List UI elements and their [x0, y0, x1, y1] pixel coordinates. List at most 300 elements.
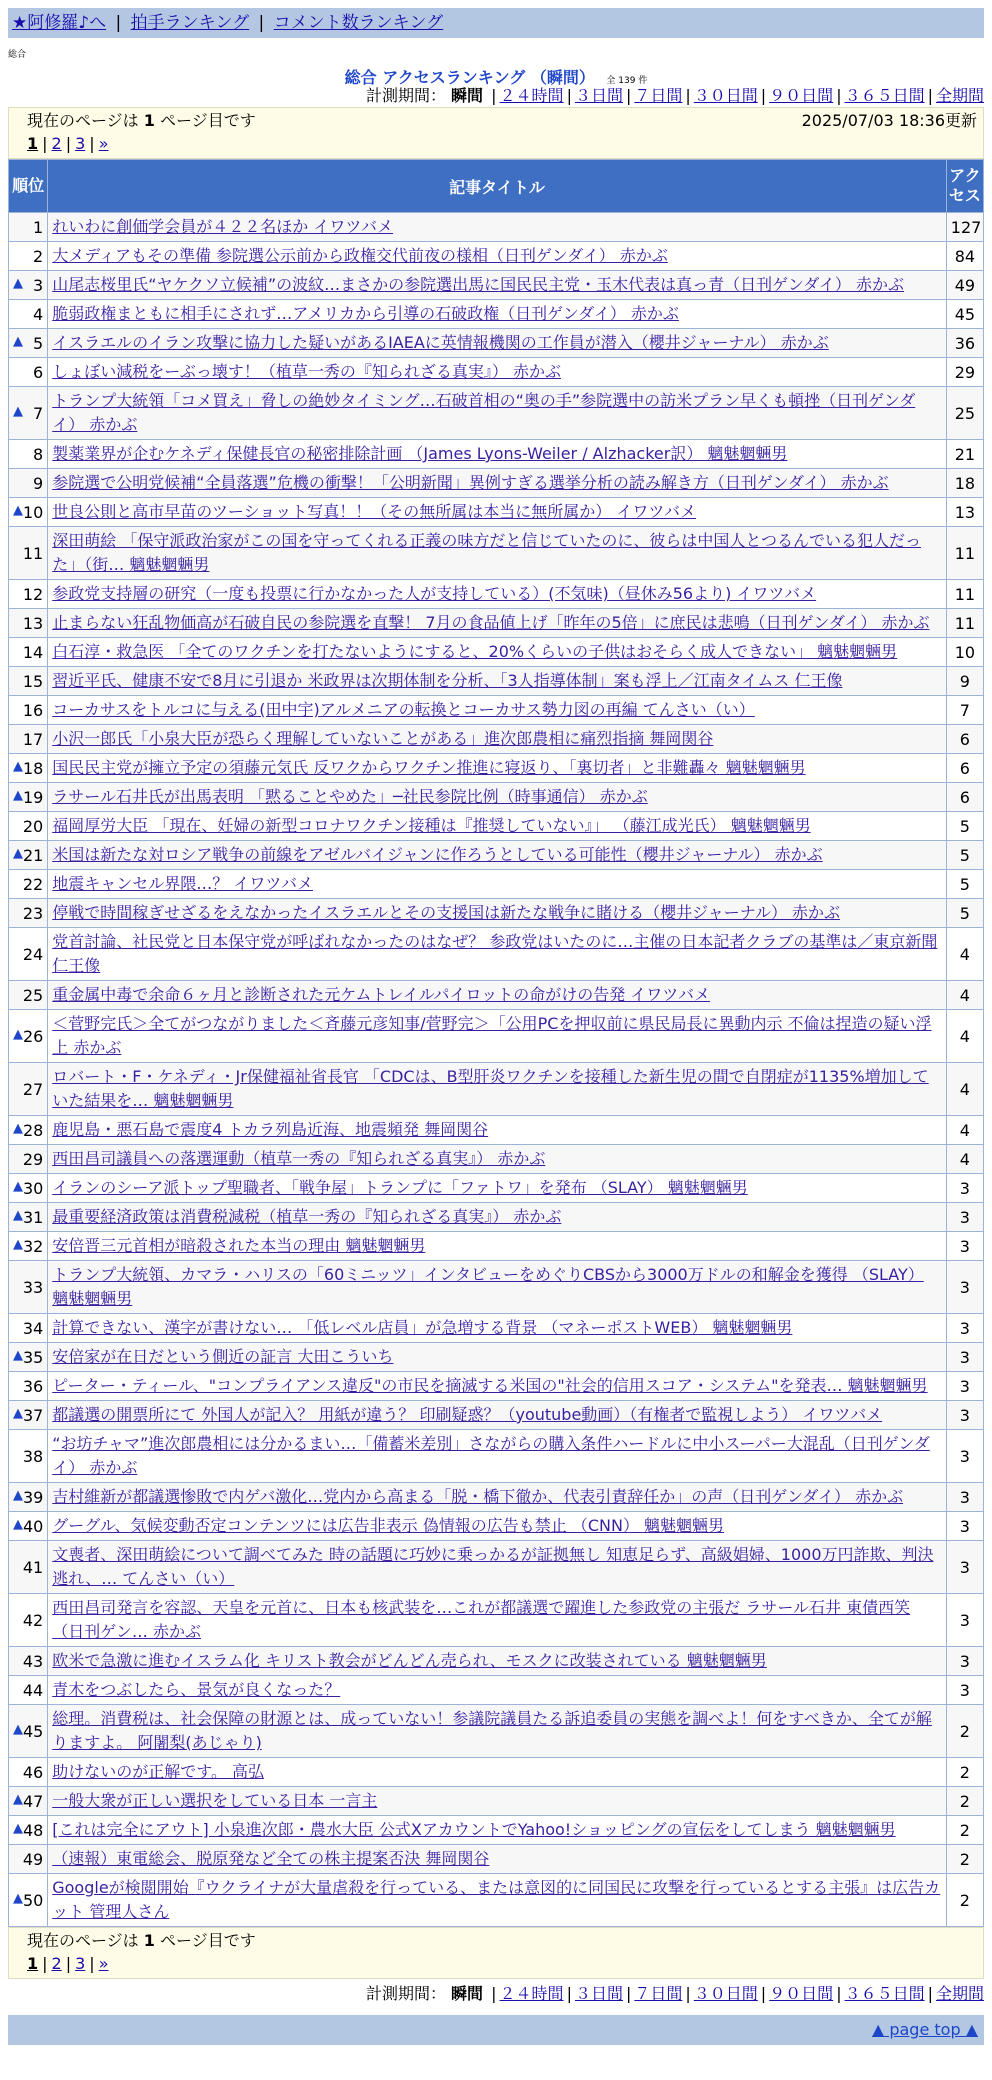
period-link[interactable]: ７日間 [634, 1984, 683, 2003]
title-cell [48, 580, 946, 608]
table-row [9, 870, 983, 898]
period-separator: | [625, 86, 632, 105]
title-cell [48, 1787, 946, 1815]
table-row [9, 580, 983, 608]
period-link[interactable]: ３日間 [574, 86, 623, 105]
article-title-link[interactable]: コーカサスをトルコに与える(田中宇)アルメニアの転換とコーカサス勢力図の再編 てんさい（い） [52, 700, 755, 719]
article-title-link[interactable]: トランプ大統領「コメ買え」脅しの絶妙タイミング…石破首相の“奥の手”参院選中の訪米プラン早くも頓挫（日刊ゲンダイ） 赤かぶ [52, 391, 916, 434]
article-title-link[interactable]: 止まらない狂乱物価高が石破自民の参院選を直撃！ 7月の食品値上げ「昨年の5倍」に庶民は悲鳴（日刊ゲンダイ） 赤かぶ [52, 613, 930, 632]
table-row [9, 1232, 983, 1260]
title-cell [48, 981, 946, 1009]
period-link[interactable]: 全期間 [935, 1984, 984, 2003]
pagination [27, 1952, 977, 1978]
rank-number: 7 [33, 403, 44, 423]
access-count: 3 [947, 1430, 983, 1482]
table-row [9, 1845, 983, 1873]
pagination-separator: | [89, 1954, 95, 1973]
article-title-link[interactable]: 世良公則と高市早苗のツーショット写真！！（その無所属は本当に無所属か） イワツバメ [52, 502, 697, 521]
rank-number: 12 [22, 584, 44, 604]
rank-number: 33 [22, 1277, 44, 1297]
rank-number: 11 [22, 543, 44, 563]
period-links [488, 1984, 984, 2003]
pagination-page[interactable]: 2 [51, 1954, 62, 1973]
article-title-link[interactable]: 計算できない、漢字が書けない… 「低レベル店員」が急増する背景 （マネーポストWEB） 魑魅魍魎男 [52, 1318, 793, 1337]
pagination-current: 1 [27, 1954, 39, 1973]
rank-number: 26 [23, 1026, 44, 1046]
rank-cell [9, 498, 47, 526]
updated-timestamp: 2025/07/03 18:36更新 [801, 111, 977, 130]
title-cell [48, 638, 946, 666]
rank-number: 30 [23, 1178, 44, 1198]
rank-cell [9, 841, 47, 869]
article-title-link[interactable]: 欧米で急激に進むイスラム化 キリスト教会がどんどん売られ、モスクに改装されている 魑魅魍魎男 [52, 1651, 767, 1670]
rank-number: 15 [22, 671, 44, 691]
page-title [8, 65, 984, 85]
comment-ranking-link[interactable]: コメント数ランキング [273, 13, 444, 33]
access-count: 18 [947, 469, 983, 497]
table-row [9, 1314, 983, 1342]
period-link[interactable]: ３６５日間 [844, 86, 925, 105]
rank-number: 19 [23, 787, 44, 807]
rank-number: 31 [23, 1207, 44, 1227]
rank-up-icon: ▲ [13, 758, 23, 774]
article-title-link[interactable]: 停戦で時間稼ぎせざるをえなかったイスラエルとその支援国は新たな戦争に賭ける（櫻井ジャーナル） 赤かぶ [52, 903, 841, 922]
period-label: 計測期間： [365, 1984, 446, 2003]
access-count: 5 [947, 812, 983, 840]
table-row [9, 696, 983, 724]
table-row [9, 841, 983, 869]
article-title-link[interactable]: イランのシーア派トップ聖職者、「戦争屋」トランプに「ファトワ」を発布 （SLAY） 魑魅魍魎男 [52, 1178, 748, 1197]
period-link[interactable]: ９０日間 [769, 1984, 834, 2003]
article-title-link[interactable]: ロバート・F・ケネディ・Jr保健福祉省長官 「CDCは、B型肝炎ワクチンを接種した新生児の間で自閉症が1135%増加していた結果を… 魑魅魍魎男 [52, 1067, 929, 1110]
table-row [9, 498, 983, 526]
rank-cell [9, 1261, 47, 1313]
period-link[interactable]: ３日間 [574, 1984, 623, 2003]
table-row [9, 440, 983, 468]
access-count: 3 [947, 1314, 983, 1342]
page-wrapper [8, 8, 984, 2045]
article-title-link[interactable]: 助けないのが正解です。 高弘 [52, 1762, 265, 1781]
table-row [9, 1758, 983, 1786]
rank-number: 48 [23, 1820, 44, 1840]
article-title-link[interactable]: 青木をつぶしたら、景気が良くなった？ [52, 1680, 341, 1699]
rank-up-icon: ▲ [13, 1026, 23, 1042]
access-count: 11 [947, 580, 983, 608]
period-separator: | [566, 1984, 572, 2003]
page-info-bottom [8, 1927, 984, 1979]
article-title-link[interactable]: 一般大衆が正しい選択をしている日本 一言主 [52, 1791, 378, 1810]
table-row [9, 638, 983, 666]
period-separator: | [760, 1984, 767, 2003]
rank-cell [9, 870, 47, 898]
access-count: 29 [947, 358, 983, 386]
article-title-link[interactable]: 山尾志桜里氏“ヤケクソ立候補”の波紋…まさかの参院選出馬に国民民主党・玉木代表は真っ青（日刊ゲンダイ） 赤かぶ [52, 275, 904, 294]
page-info-row [27, 1930, 977, 1952]
nav-separator: | [115, 13, 122, 33]
table-row [9, 1372, 983, 1400]
period-link[interactable]: ２４時間 [499, 86, 564, 105]
rank-number: 41 [22, 1557, 44, 1577]
rank-cell [9, 527, 47, 579]
access-count: 4 [947, 981, 983, 1009]
applause-ranking-link[interactable]: 拍手ランキング [130, 13, 250, 33]
period-separator: | [491, 1984, 497, 2003]
rank-up-icon: ▲ [13, 1890, 23, 1906]
rank-number: 2 [33, 246, 44, 266]
rank-number: 14 [22, 642, 44, 662]
article-title-link[interactable]: Googleが検閲開始『ウクライナが大量虐殺を行っている、または意図的に同国民に攻撃を行っているとする主張』は広告カット 管理人さん [52, 1878, 941, 1921]
table-row [9, 899, 983, 927]
title-cell [48, 498, 946, 526]
pagination [27, 132, 977, 158]
access-count: 13 [947, 498, 983, 526]
access-count: 4 [947, 1145, 983, 1173]
ranking-table [8, 159, 984, 1927]
access-count: 7 [947, 696, 983, 724]
access-count: 5 [947, 870, 983, 898]
rank-cell [9, 696, 47, 724]
pagination-page[interactable]: 2 [51, 134, 62, 153]
table-row [9, 213, 983, 241]
rank-number: 16 [22, 700, 44, 720]
title-header: 記事タイトル [48, 160, 946, 212]
title-cell [48, 1430, 946, 1482]
article-title-link[interactable]: しょぼい減税をーぶっ壊す！（植草一秀の『知られざる真実』） 赤かぶ [52, 362, 562, 381]
nav-separator: | [258, 13, 265, 33]
rank-up-icon: ▲ [13, 1120, 23, 1136]
article-title-link[interactable]: 都議選の開票所にて 外国人が記入？ 用紙が違う？ 印刷疑惑？（youtube動画）（有権者で監視しよう） イワツバメ [52, 1405, 883, 1424]
title-cell [48, 1647, 946, 1675]
rank-number: 49 [22, 1849, 44, 1869]
period-separator: | [685, 86, 691, 105]
rank-number: 8 [33, 444, 44, 464]
title-cell [48, 1232, 946, 1260]
pagination-separator: | [65, 134, 72, 153]
table-row [9, 1787, 983, 1815]
pagination-page[interactable]: 3 [75, 134, 86, 153]
rank-cell [9, 725, 47, 753]
access-count: 3 [947, 1401, 983, 1429]
rank-cell [9, 300, 47, 328]
rank-cell [9, 812, 47, 840]
title-cell [48, 1261, 946, 1313]
rank-number: 42 [22, 1610, 44, 1630]
table-row [9, 667, 983, 695]
rank-cell [9, 1758, 47, 1786]
period-separator: | [927, 1984, 933, 2003]
table-row [9, 1647, 983, 1675]
article-title-link[interactable]: （速報）東電総会、脱原発など全ての株主提案否決 舞岡関谷 [52, 1849, 490, 1868]
access-count: 84 [947, 242, 983, 270]
article-title-link[interactable]: “お坊チャマ”進次郎農相には分かるまい…「備蓄米差別」さながらの購入条件ハードルに中小スーパー大混乱（日刊ゲンダイ） 赤かぶ [52, 1434, 930, 1477]
article-title-link[interactable]: ラサール石井氏が出馬表明 「黙ることやめた」─社民参院比例（時事通信） 赤かぶ [52, 787, 648, 806]
article-title-link[interactable]: グーグル、気候変動否定コンテンツには広告非表示 偽情報の広告も禁止 （CNN） 魑魅魍魎男 [52, 1516, 725, 1535]
article-title-link[interactable]: 重金属中毒で余命６ヶ月と診断された元ケムトレイルパイロットの命がけの告発 イワツバメ [52, 985, 710, 1004]
rank-header: 順位 [9, 160, 47, 212]
rank-number: 29 [22, 1149, 44, 1169]
rank-up-icon: ▲ [13, 403, 23, 419]
article-title-link[interactable]: 安倍家が在日だという側近の証言 大田こういち [52, 1347, 394, 1366]
title-cell [48, 271, 946, 299]
rank-cell [9, 1845, 47, 1873]
title-cell [48, 1874, 946, 1926]
rank-number: 39 [23, 1487, 44, 1507]
article-title-link[interactable]: 党首討論、社民党と日本保守党が呼ばれなかったのはなぜ？ 参政党はいたのに…主催の日本記者クラブの基準は／東京新聞 仁王像 [52, 932, 938, 975]
rank-number: 34 [22, 1318, 44, 1338]
access-count: 3 [947, 1512, 983, 1540]
access-count: 36 [947, 329, 983, 357]
article-title-link[interactable]: 文喪者、深田萌絵について調べてみた 時の話題に巧妙に乗っかるが証拠無し 知恵足らず、高級娼婦、1000万円詐欺、判決逃れ、… てんさい（い） [52, 1545, 934, 1588]
page-info-top [8, 107, 984, 159]
rank-cell [9, 1816, 47, 1844]
article-title-link[interactable]: 西田昌司議員への落選運動（植草一秀の『知られざる真実』） 赤かぶ [52, 1149, 546, 1168]
pagination-next[interactable]: » [98, 134, 109, 153]
rank-number: 50 [23, 1890, 44, 1910]
rank-number: 37 [23, 1405, 44, 1425]
article-title-link[interactable]: 総理。消費税は、社会保障の財源とは、成っていない！参議院議員たる訴追委員の実態を調べよ！何をすべきか、全てが解りますよ。 阿闍梨(あじゃり) [52, 1709, 932, 1752]
rank-cell [9, 580, 47, 608]
access-count: 2 [947, 1705, 983, 1757]
rank-up-icon: ▲ [13, 1487, 23, 1503]
rank-up-icon: ▲ [13, 1178, 23, 1194]
article-title-link[interactable]: 地震キャンセル界隈…？ イワツバメ [52, 874, 314, 893]
access-count: 6 [947, 754, 983, 782]
access-count: 127 [947, 213, 983, 241]
rank-up-icon: ▲ [13, 275, 23, 291]
table-header-row [9, 160, 983, 212]
article-title-link[interactable]: 安倍晋三元首相が暗殺された本当の理由 魑魅魍魎男 [52, 1236, 426, 1255]
table-row [9, 271, 983, 299]
article-title-link[interactable]: [これは完全にアウト] 小泉進次郎・農水大臣 公式XアカウントでYahoo!ショッピングの宣伝をしてしまう 魑魅魍魎男 [52, 1820, 896, 1839]
page-title-text: 総合 アクセスランキング （瞬間） [344, 68, 595, 87]
period-selector-top [8, 85, 984, 107]
period-separator: | [491, 86, 497, 105]
rank-cell [9, 1874, 47, 1926]
period-links [488, 86, 984, 105]
title-cell [48, 754, 946, 782]
article-title-link[interactable]: ＜菅野完氏＞全てがつながりました＜斉藤元彦知事/菅野完＞「公用PCを押収前に県民局長に異動内示 不倫は捏造の疑い浮上 赤かぶ [52, 1014, 932, 1057]
title-cell [48, 928, 946, 980]
table-row [9, 469, 983, 497]
access-count: 6 [947, 783, 983, 811]
rank-cell [9, 1594, 47, 1646]
table-row [9, 1343, 983, 1371]
rank-cell [9, 1145, 47, 1173]
article-title-link[interactable]: 小沢一郎氏「小泉大臣が恐らく理解していないことがある」進次郎農相に痛烈指摘 舞岡関谷 [52, 729, 714, 748]
rank-cell [9, 1063, 47, 1115]
table-row [9, 242, 983, 270]
rank-number: 25 [22, 985, 44, 1005]
title-cell [48, 870, 946, 898]
rank-cell [9, 754, 47, 782]
period-separator: | [625, 1984, 632, 2003]
period-label: 計測期間： [365, 86, 446, 105]
article-title-link[interactable]: 西田昌司発言を容認、天皇を元首に、日本も核武装を…これが都議選で躍進した参政党の主張だ ラサール石井 東債西笑（日刊ゲン… 赤かぶ [52, 1598, 911, 1641]
article-title-link[interactable]: ピーター・ティール、"コンプライアンス違反"の市民を摘滅する米国の"社会的信用スコア・システム"を発表… 魑魅魍魎男 [52, 1376, 928, 1395]
rank-cell [9, 469, 47, 497]
rank-up-icon: ▲ [13, 1516, 23, 1532]
title-cell [48, 1758, 946, 1786]
rank-number: 38 [22, 1446, 44, 1466]
current-page-text [27, 110, 256, 132]
period-link[interactable]: ３０日間 [693, 1984, 758, 2003]
pagination-next[interactable]: » [98, 1954, 109, 1973]
title-cell [48, 667, 946, 695]
period-selector-bottom [8, 1983, 984, 2005]
rank-number: 45 [23, 1721, 44, 1741]
title-cell [48, 725, 946, 753]
rank-number: 1 [33, 217, 44, 237]
table-row [9, 329, 983, 357]
access-count: 3 [947, 1261, 983, 1313]
rank-cell [9, 1541, 47, 1593]
title-cell [48, 1401, 946, 1429]
rank-cell [9, 981, 47, 1009]
rank-cell [9, 783, 47, 811]
access-count: 3 [947, 1594, 983, 1646]
table-row [9, 609, 983, 637]
article-title-link[interactable]: 最重要経済政策は消費税減税（植草一秀の『知られざる真実』） 赤かぶ [52, 1207, 562, 1226]
access-count: 3 [947, 1232, 983, 1260]
article-title-link[interactable]: 吉村維新が都議選惨敗で内ゲバ激化…党内から高まる「脱・橋下徹か、代表引責辞任か」の声（日刊ゲンダイ） 赤かぶ [52, 1487, 904, 1506]
table-row [9, 1594, 983, 1646]
access-count: 21 [947, 440, 983, 468]
period-link[interactable]: ３０日間 [693, 86, 758, 105]
period-link[interactable]: ７日間 [634, 86, 683, 105]
table-row [9, 1483, 983, 1511]
article-title-link[interactable]: 習近平氏、健康不安で8月に引退か 米政界は次期体制を分析、「3人指導体制」案も浮上／江南タイムス 仁王像 [52, 671, 843, 690]
rank-cell [9, 1010, 47, 1062]
top-navigation [8, 8, 984, 38]
article-title-link[interactable]: 深田萌絵 「保守派政治家がこの国を守ってくれる正義の味方だと信じていたのに、彼らは中国人とつるんでいる犯人だった」（街… 魑魅魍魎男 [52, 531, 922, 574]
rank-cell [9, 1647, 47, 1675]
rank-cell [9, 1676, 47, 1704]
rank-cell [9, 213, 47, 241]
rank-cell [9, 667, 47, 695]
title-cell [48, 1174, 946, 1202]
rank-number: 5 [33, 333, 44, 353]
period-link[interactable]: 全期間 [935, 86, 984, 105]
title-cell [48, 242, 946, 270]
period-separator: | [566, 86, 572, 105]
page-info-suffix: ページ目です [160, 1931, 256, 1950]
access-count: 2 [947, 1787, 983, 1815]
access-count: 3 [947, 1174, 983, 1202]
article-title-link[interactable]: 白石淳・救急医 「全てのワクチンを打たないようにすると、20%くらいの子供はおそらく成人できない」 魑魅魍魎男 [52, 642, 898, 661]
table-row [9, 1705, 983, 1757]
table-row [9, 1145, 983, 1173]
rank-up-icon: ▲ [13, 1791, 23, 1807]
rank-cell [9, 928, 47, 980]
article-title-link[interactable]: 鹿児島・悪石島で震度4 トカラ列島近海、地震頻発 舞岡関谷 [52, 1120, 489, 1139]
access-count: 3 [947, 1541, 983, 1593]
access-count: 4 [947, 1063, 983, 1115]
current-page-number: 1 [143, 1931, 155, 1950]
access-count: 49 [947, 271, 983, 299]
rank-cell [9, 1372, 47, 1400]
table-row [9, 1676, 983, 1704]
title-cell [48, 1512, 946, 1540]
title-cell [48, 1705, 946, 1757]
rank-up-icon: ▲ [13, 845, 23, 861]
table-row [9, 1203, 983, 1231]
table-row [9, 387, 983, 439]
article-title-link[interactable]: 参政党支持層の研究（一度も投票に行かなかった人が支持している）(不気味)（昼休み56より) イワツバメ [52, 584, 817, 603]
table-row [9, 725, 983, 753]
period-link[interactable]: ２４時間 [499, 1984, 564, 2003]
title-cell [48, 812, 946, 840]
title-cell [48, 1063, 946, 1115]
period-separator: | [685, 1984, 691, 2003]
title-cell [48, 1116, 946, 1144]
rank-cell [9, 1430, 47, 1482]
article-title-link[interactable]: れいわに創価学会員が４２２名ほか イワツバメ [52, 217, 394, 236]
rank-number: 17 [22, 729, 44, 749]
article-title-link[interactable]: 製薬業界が企むケネディ保健長官の秘密排除計画 （James Lyons-Weiler / Alzhacker訳） 魑魅魍魎男 [52, 444, 788, 463]
title-cell [48, 609, 946, 637]
access-count: 2 [947, 1874, 983, 1926]
rank-up-icon: ▲ [13, 1820, 23, 1836]
rank-number: 27 [22, 1079, 44, 1099]
rank-number: 9 [33, 473, 44, 493]
bottom-navigation [8, 2015, 984, 2045]
article-title-link[interactable]: 大メディアもその準備 参院選公示前から政権交代前夜の様相（日刊ゲンダイ） 赤かぶ [52, 246, 668, 265]
ranking-rows [9, 213, 983, 1926]
title-cell [48, 329, 946, 357]
rank-cell [9, 1116, 47, 1144]
rank-cell [9, 1203, 47, 1231]
period-selected: 瞬間 [451, 86, 484, 105]
article-title-link[interactable]: イスラエルのイラン攻撃に協力した疑いがあるIAEAに英情報機関の工作員が潜入（櫻井ジャーナル） 赤かぶ [52, 333, 829, 352]
period-link[interactable]: ３６５日間 [844, 1984, 925, 2003]
page-top-link[interactable]: ▲ page top ▲ [871, 2020, 978, 2039]
rank-up-icon: ▲ [13, 1347, 23, 1363]
table-row [9, 1430, 983, 1482]
title-cell [48, 899, 946, 927]
rank-number: 40 [23, 1516, 44, 1536]
rank-number: 23 [22, 903, 44, 923]
title-cell [48, 1594, 946, 1646]
rank-cell [9, 387, 47, 439]
table-row [9, 754, 983, 782]
table-row [9, 1063, 983, 1115]
rank-up-icon: ▲ [13, 1721, 23, 1737]
pagination-page[interactable]: 3 [75, 1954, 86, 1973]
period-link[interactable]: ９０日間 [769, 86, 834, 105]
access-count: 11 [947, 609, 983, 637]
home-link[interactable]: ★阿修羅♪へ [12, 13, 107, 33]
table-row [9, 358, 983, 386]
rank-number: 47 [23, 1791, 44, 1811]
article-title-link[interactable]: 国民民主党が擁立予定の須藤元気氏 反ワクからワクチン推進に寝返り、「裏切者」と非難轟々 魑魅魍魎男 [52, 758, 806, 777]
rank-number: 4 [33, 304, 44, 324]
article-title-link[interactable]: 参院選で公明党候補“全員落選”危機の衝撃！「公明新聞」異例すぎる選挙分析の読み解き方（日刊ゲンダイ） 赤かぶ [52, 473, 889, 492]
period-selected: 瞬間 [451, 1984, 484, 2003]
page-info-suffix: ページ目です [160, 111, 256, 130]
table-row [9, 1816, 983, 1844]
article-title-link[interactable]: トランプ大統領、カマラ・ハリスの「60ミニッツ」インタビューをめぐりCBSから3000万ドルの和解金を獲得 （SLAY） 魑魅魍魎男 [52, 1265, 924, 1308]
access-count: 11 [947, 527, 983, 579]
access-count: 5 [947, 841, 983, 869]
rank-cell [9, 440, 47, 468]
article-title-link[interactable]: 福岡厚労大臣 「現在、妊婦の新型コロナワクチン接種は『推奨していない』」 （藤江成光氏） 魑魅魍魎男 [52, 816, 811, 835]
article-title-link[interactable]: 脆弱政権まともに相手にされず…アメリカから引導の石破政権（日刊ゲンダイ） 赤かぶ [52, 304, 679, 323]
rank-cell [9, 609, 47, 637]
title-cell [48, 1845, 946, 1873]
rank-cell [9, 1174, 47, 1202]
title-cell [48, 300, 946, 328]
article-title-link[interactable]: 米国は新たな対ロシア戦争の前線をアゼルバイジャンに作ろうとしている可能性（櫻井ジャーナル） 赤かぶ [52, 845, 823, 864]
